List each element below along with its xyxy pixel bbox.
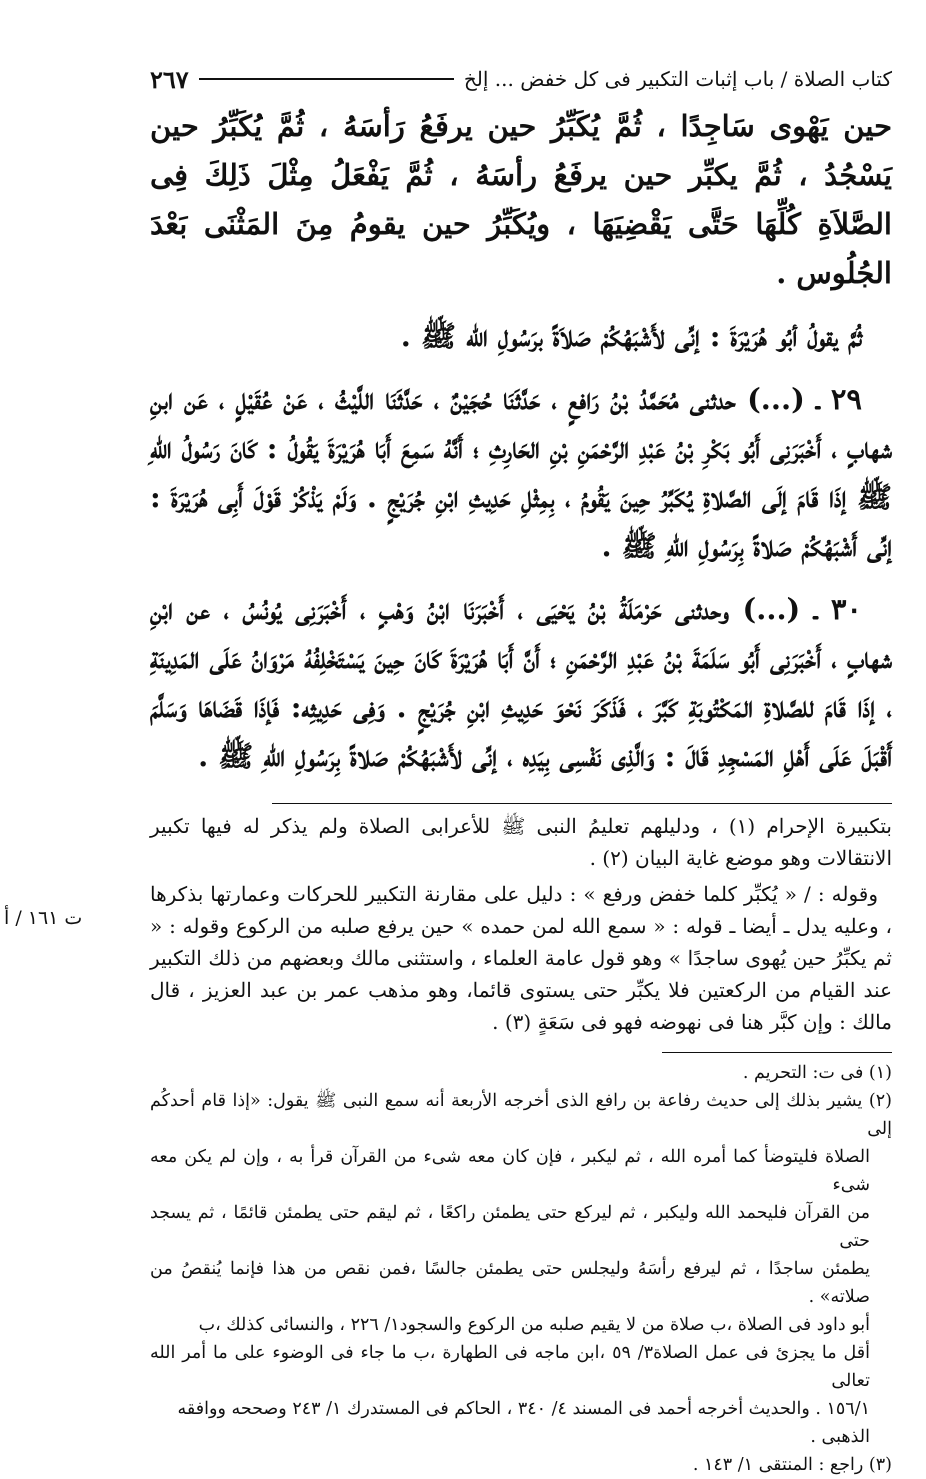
footnote-3: (٣) راجع : المنتقى ١/ ١٤٣ . <box>692 1455 892 1475</box>
commentary-paragraph: وقوله : / « يُكبِّر كلما خفض ورفع » : دليل على مقارنة التكبير للحركات وعمارتها بذكرها ، وعليه يدل ـ أيضا ـ قوله : « سمع الله لمن حمده » حين يرفع صلبه من الركوع وقوله : « ثم يكبِّرُ حين يُهوى ساجدًا » وهو قول عامة العلماء ، واستثنى مالك وبعضهم من ذلك التكبير عند القيام من الركعتين فلا يكبِّر حتى يستوى قائما، وهو مذهب عمر بن عبد العزيز ، قال مالك : وإن كبَّر هنا فى نهوضه فهو فى سَعَةٍ (٣) . <box>150 882 892 1034</box>
manuscript-margin-reference: ت ١٦١ / أ <box>4 907 83 929</box>
footnote-2-line: (٢) يشير بذلك إلى حديث رفاعة بن رافع الذى أخرجه الأربعة أنه سمع النبى ﷺ يقول: «إذا قام أحدكُم إلى <box>150 1091 892 1139</box>
hadith-paragraph-abu-hurayra: ثُمَّ يقولُ أبُو هُرَيْرَةَ : إنِّى لأَشْبَهُكُمْ صَلاَةً برَسُولِ الله ﷺ . <box>400 319 862 353</box>
footnote-2-line: ١٥٦/١ . والحديث أخرجه أحمد فى المسند ٤/ ٣٤٠ ، الحاكم فى المستدرك ١/ ٢٤٣ وصححه ووافقه <box>177 1399 870 1419</box>
page-number: ٢٦٧ <box>150 64 189 94</box>
footnote-2-line: من القرآن فليحمد الله وليكبر ، ثم ليركع حتى يطمئن راكعًا ، ثم ليقم حتى يطمئن قائمًا ، ثم يسجد حتى <box>150 1203 870 1251</box>
commentary-paragraph: بتكبيرة الإحرام (١) ، ودليلهم تعليمُ النبى ﷺ للأعرابى الصلاة ولم يذكر له فيها تكبير الانتقالات وهو موضع غاية البيان (٢) . <box>150 814 892 870</box>
book-page <box>4 62 892 1479</box>
running-head <box>150 62 892 96</box>
footnote-1: (١) فى ت: التحريم . <box>742 1063 892 1083</box>
footnote-2-line: أبو داود فى الصلاة ،ب صلاة من لا يقيم صلبه من الركوع والسجود١/ ٢٢٦ ، والنسائى كذلك ،ب <box>198 1315 870 1335</box>
footnote-2-line: يطمئن ساجدًا ، ثم ليرفع رأسَهُ وليجلس حتى يطمئن جالسًا ،فمن نقص من هذا فإنما يُنقصُ من صلاته» . <box>150 1259 870 1307</box>
hadith-text <box>150 102 892 781</box>
chapter-title: كتاب الصلاة / باب إثبات التكبير فى كل خفض ... إلخ <box>463 67 892 91</box>
footnote-2-line: الذهبى . <box>810 1427 870 1447</box>
hadith-30: ٣٠ ـ (...) وحدثنى حَرْمَلَةُ بْنُ يَحْيَى ، أَخْبَرَنَا ابْنُ وَهْبٍ ، أَخْبَرَنِى يُونُسُ ، عن ابْنِ شهابٍ ، أَخْبَرَنِى أَبُو سَلَمَةَ بْنُ عَبْدِ الرَّحْمَنِ ؛ أَنَّ أَبَا هُرَيْرَةَ كَانَ حِينَ يَسْتَخْلِفُهُ مَرْوَانُ عَلَى المَدِينَةِ ، إذَا قَامَ للصَّلاةِ المَكْتُوبَةِ كَبَّرَ ، فَذَكَرَ نَحْوَ حَدِيثِ ابْنِ جُرَيْجٍ . وَفِى حَدِيثِه: فَإذَا قَضَاهَا وَسَلَّمَ أَقْبَلَ عَلَى أَهْلِ المَسْجِدِ قَالَ : وَالَّذِى نَفْسِى بِيَدِه ، إنِّى لأَشْبَهُكُمْ صَلاةً بِرَسُولِ اللهِ ﷺ . <box>150 592 892 773</box>
commentary-divider <box>272 803 892 804</box>
hadith-29: ٢٩ ـ (...) حدثنى مُحَمَّدُ بْنُ رَافعٍ ، حَدَّثَنَا حُجَيْنٌ ، حَدَّثَنَا اللَّيْثُ ، عَنْ عُقَيْلٍ ، عَن ابنِ شهابٍ ، أَخْبَرَنِى أَبُو بَكْرِ بْنُ عَبْدِ الرَّحْمَنِ بْنِ الحَارِثِ ؛ أَنَّهُ سَمِعَ أَبَا هُرَيْرَةَ يَقُولُ : كَانَ رَسُولُ اللهِ ﷺ إذَا قَامَ إلَى الصَّلاةِ يُكَبِّرُ حِينَ يَقُومُ ، بِمِثْلِ حَدِيثِ ابْنِ جُرَيْجٍ . وَلَمْ يَذْكُرْ قَوْلَ أَبِى هُرَيْرَةَ : إنِّى أَشْبَهُكُمْ صَلاةً بِرَسُولِ اللهِ ﷺ . <box>150 382 892 563</box>
hadith-paragraph-continuation: حين يَهْوى سَاجِدًا ، ثُمَّ يُكَبِّرُ حين يرفَعُ رَأسَهُ ، ثُمَّ يُكَبِّرُ حين يَسْجُدُ ، ثُمَّ يكبِّر حين يرفَعُ رأسَهُ ، ثُمَّ يَفْعَلُ مِثْلَ ذَلِكَ فِى الصَّلاَةِ كُلِّهَا حَتَّى يَقْضِيَهَا ، ويُكَبِّرُ حين يقومُ مِنَ المَثْنَى بَعْدَ الجُلُوس . <box>150 109 892 290</box>
commentary-section <box>4 810 892 1038</box>
footnote-2-line: أقل ما يجزئ فى عمل الصلاة٣/ ٥٩ ،ابن ماجه فى الطهارة ،ب ما جاء فى الوضوء على ما أمر الله تعالى <box>150 1343 870 1391</box>
header-rule <box>199 78 454 80</box>
footnotes <box>150 1059 892 1479</box>
footnote-divider <box>662 1052 892 1053</box>
footnote-2-line: الصلاة فليتوضأ كما أمره الله ، ثم ليكبر ، فإن كان معه شىء من القرآن قرأ به ، وإن لم يكن معه شىء <box>150 1147 870 1195</box>
